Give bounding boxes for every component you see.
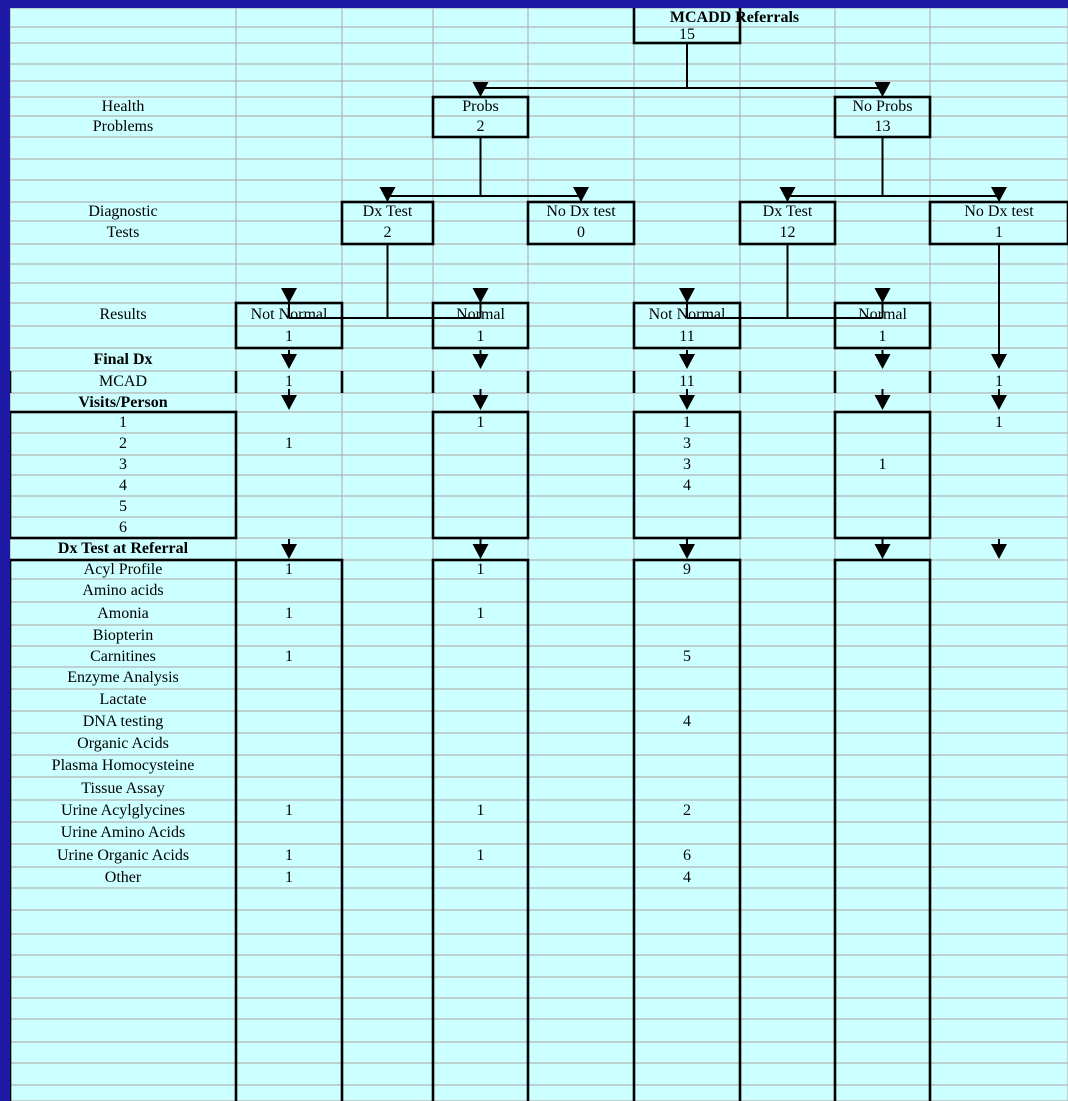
visit-value: 1: [285, 435, 293, 452]
spreadsheet-sheet: [10, 8, 1068, 1101]
mcad-value: 1: [285, 373, 293, 390]
no-probs-node-box: [835, 97, 930, 137]
tests-box: [634, 560, 740, 1101]
arrow-head: [875, 354, 891, 369]
visit-count-label: 6: [119, 518, 127, 536]
arrow-head: [281, 288, 297, 303]
result-node-value: 11: [679, 328, 695, 345]
test-value: 1: [285, 868, 293, 886]
arrow-head: [679, 354, 695, 369]
no-dx-test-node-label: No Dx test: [964, 202, 1034, 220]
dx-test-node-value: 2: [383, 223, 392, 241]
result-node-label: Normal: [858, 305, 907, 323]
no-probs-node-label: No Probs: [852, 97, 913, 115]
root-node-box: [634, 8, 740, 43]
test-value: 1: [476, 802, 485, 819]
health-problems-label: Health: [101, 97, 145, 115]
test-value: 6: [683, 846, 691, 864]
visit-value: 1: [878, 456, 887, 473]
test-name-label: Other: [104, 868, 142, 886]
visit-value: 3: [683, 456, 691, 473]
arrow-head: [991, 187, 1007, 202]
arrow-head: [473, 544, 489, 559]
test-value: 1: [476, 604, 485, 622]
visit-value: 1: [476, 413, 485, 431]
test-value: 1: [285, 647, 293, 665]
arrow-head: [875, 544, 891, 559]
test-value: 1: [476, 560, 485, 578]
visits-box: [634, 412, 740, 538]
test-value: 1: [285, 846, 293, 864]
final-dx-label: Final Dx: [93, 350, 153, 368]
no-dx-test-node-value: 1: [995, 223, 1003, 241]
tests-box: [433, 560, 528, 1101]
dx-test-at-referral-label: Dx Test at Referral: [57, 540, 189, 557]
arrow-head: [679, 395, 695, 410]
test-name-label: DNA testing: [82, 713, 164, 730]
arrow-head: [281, 354, 297, 369]
result-node-value: 1: [285, 328, 293, 345]
arrow-head: [875, 288, 891, 303]
probs-node-value: 2: [476, 117, 485, 135]
dx-test-node-box: [740, 202, 835, 244]
test-name-label: Enzyme Analysis: [67, 669, 179, 686]
visit-value: 1: [995, 413, 1003, 431]
test-value: 1: [285, 802, 293, 819]
visit-value: 3: [683, 435, 691, 452]
arrow-head: [780, 187, 796, 202]
result-node-label: Normal: [456, 305, 505, 323]
no-dx-test-node-box: [930, 202, 1068, 244]
arrow-head: [281, 395, 297, 410]
test-name-label: Tissue Assay: [81, 779, 165, 797]
chart-title: MCADD Referrals: [669, 8, 800, 26]
visits-box: [433, 412, 528, 538]
arrow-head: [991, 395, 1007, 410]
arrow-head: [991, 544, 1007, 559]
arrow-head: [875, 82, 891, 97]
visit-value: 1: [683, 413, 691, 431]
test-value: 4: [683, 868, 691, 886]
tests-box: [835, 560, 930, 1101]
visit-count-label: 5: [119, 497, 127, 515]
no-dx-test-node-box: [528, 202, 634, 244]
result-node-label: Not Normal: [250, 305, 328, 323]
probs-node-box: [433, 97, 528, 137]
test-name-label: Amonia: [97, 604, 149, 622]
visit-value: 4: [683, 476, 691, 494]
mcad-label: MCAD: [98, 373, 147, 390]
flow-overlay: [10, 8, 1068, 1101]
mcad-value: 11: [679, 373, 695, 390]
diagnostic-tests-label: Tests: [106, 223, 140, 241]
test-value: 1: [476, 846, 485, 864]
test-name-label: Amino acids: [82, 581, 164, 599]
diagnostic-tests-label: Diagnostic: [88, 202, 158, 220]
arrow-head: [679, 544, 695, 559]
result-node-value: 1: [878, 328, 887, 345]
arrow-head: [679, 288, 695, 303]
results-label: Results: [99, 305, 147, 323]
test-name-label: Acyl Profile: [83, 560, 163, 578]
no-probs-node-value: 13: [874, 117, 891, 135]
test-name-label: Lactate: [99, 691, 147, 708]
arrow-head: [380, 187, 396, 202]
visits-per-person-label: Visits/Person: [78, 393, 168, 411]
dx-test-node-value: 12: [779, 223, 796, 241]
arrow-head: [473, 395, 489, 410]
total-referrals-value: 15: [679, 26, 695, 43]
visit-count-label: 3: [119, 456, 127, 473]
visit-count-label: 2: [119, 435, 127, 452]
visits-label-box: [10, 412, 236, 538]
mcad-value: 1: [995, 373, 1003, 390]
visits-box: [835, 412, 930, 538]
arrow-head: [573, 187, 589, 202]
arrow-head: [473, 288, 489, 303]
test-name-label: Urine Acylglycines: [61, 802, 185, 819]
arrow-head: [991, 354, 1007, 369]
test-value: 9: [683, 560, 691, 578]
arrow-head: [473, 354, 489, 369]
test-value: 2: [683, 802, 691, 819]
result-node-label: Not Normal: [648, 305, 726, 323]
dx-test-node-label: Dx Test: [362, 202, 413, 220]
test-name-label: Biopterin: [92, 626, 154, 644]
test-name-label: Urine Amino Acids: [60, 824, 186, 841]
health-problems-label: Problems: [92, 117, 154, 135]
dx-test-node-box: [342, 202, 433, 244]
result-node-value: 1: [476, 328, 485, 345]
dx-test-node-label: Dx Test: [762, 202, 813, 220]
arrow-head: [875, 395, 891, 410]
arrow-head: [473, 82, 489, 97]
test-value: 1: [285, 560, 293, 578]
test-name-label: Urine Organic Acids: [56, 846, 190, 864]
visit-count-label: 1: [119, 413, 127, 431]
no-dx-test-node-label: No Dx test: [546, 202, 616, 220]
test-value: 4: [683, 713, 691, 730]
test-value: 1: [285, 604, 293, 622]
test-value: 5: [683, 647, 691, 665]
probs-node-label: Probs: [462, 97, 499, 115]
no-dx-test-node-value: 0: [577, 223, 585, 241]
tests-label-box: [10, 560, 342, 1101]
test-name-label: Carnitines: [90, 647, 156, 665]
arrow-head: [281, 544, 297, 559]
test-name-label: Plasma Homocysteine: [51, 757, 195, 774]
test-name-label: Organic Acids: [77, 735, 169, 752]
visit-count-label: 4: [119, 476, 127, 494]
